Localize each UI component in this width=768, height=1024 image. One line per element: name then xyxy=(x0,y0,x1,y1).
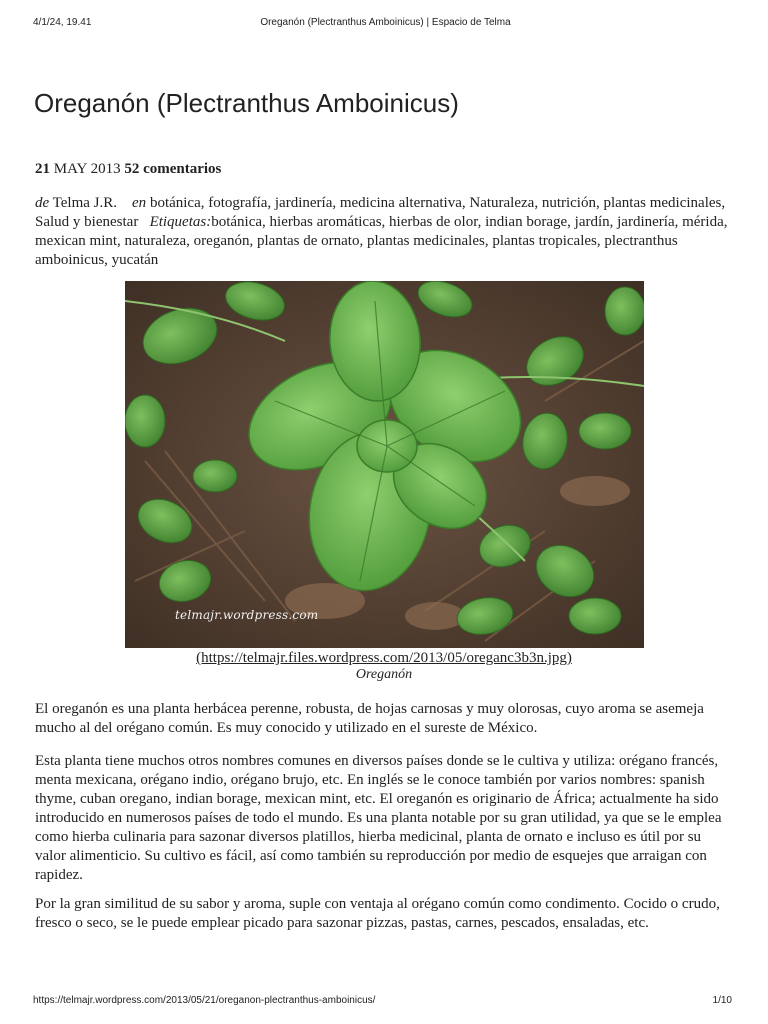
photo-watermark: telmajr.wordpress.com xyxy=(175,608,319,622)
paragraph-names: Esta planta tiene muchos otros nombres comunes en diversos países donde se le cultiva y utiliza: orégano francés, menta mexicana, orégano indio, orégano brujo, etc. En inglés se le conoce también por varios nombres: spanish thyme, cuban oregano, indian borage, mexican mint, etc. El oreganón es originario de África; actualmente ha sido introducido en numerosos países de todo el mundo. Es una planta notable por su gran utilidad, ya que se le emplea como hierba culinaria para sazonar diversos platillos, hierba medicinal, planta de ornato e incluso es útil por su valor alimenticio. Su cultivo es fácil, así como también su reproducción por medio de esquejes que arraigan con rapidez. xyxy=(35,753,722,883)
article-title: Oreganón (Plectranthus Amboinicus) xyxy=(34,88,459,118)
by-label: de xyxy=(35,195,50,211)
paragraph-intro: El oreganón es una planta herbácea perenne, robusta, de hojas carnosas y muy olorosas, cuyo aroma se asemeja mucho al del orégano común. Es muy conocido y utilizado en el sureste de México. xyxy=(35,701,704,736)
post-date-day: 21 xyxy=(35,161,50,177)
print-page-title: Oreganón (Plectranthus Amboinicus) | Espacio de Telma xyxy=(260,17,511,28)
print-page-number: 1/10 xyxy=(712,995,732,1006)
post-date-month-year: MAY 2013 xyxy=(53,161,121,177)
post-meta xyxy=(35,161,221,178)
categories-list[interactable]: botánica, fotografía, jardinería, medicina alternativa, Naturaleza, nutrición, plantas medicinales, Salud y bienestar xyxy=(35,195,726,230)
print-datetime: 4/1/24, 19.41 xyxy=(33,17,92,28)
tags-list[interactable]: botánica, hierbas aromáticas, hierbas de olor, indian borage, jardín, jardinería, mérida, mexican mint, naturaleza, oreganón, plantas de ornato, plantas medicinales, plantas tropicales, plectranthus amboinicus, yucatán xyxy=(35,214,728,268)
print-url: https://telmajr.wordpress.com/2013/05/21/oreganon-plectranthus-amboinicus/ xyxy=(33,995,376,1006)
print-header xyxy=(33,17,738,31)
comments-link[interactable]: 52 comentarios xyxy=(124,161,222,177)
oreganon-photo-image xyxy=(125,281,644,648)
author-link[interactable]: Telma J.R. xyxy=(52,195,118,211)
image-source-link[interactable]: (https://telmajr.files.wordpress.com/2013/05/oreganc3b3n.jpg) xyxy=(196,650,572,666)
tags-label: Etiquetas: xyxy=(149,214,212,230)
in-label: en xyxy=(132,195,147,211)
image-caption: Oreganón xyxy=(355,667,413,682)
paragraph-uses: Por la gran similitud de su sabor y aroma, suple con ventaja al orégano común como condimento. Cocido o crudo, fresco o seco, se le puede emplear picado para sazonar pizzas, pastas, carnes, pescados, ensaladas, etc. xyxy=(35,896,720,931)
print-footer xyxy=(33,995,738,1009)
oreganon-photo[interactable] xyxy=(125,281,644,648)
byline xyxy=(35,194,735,270)
